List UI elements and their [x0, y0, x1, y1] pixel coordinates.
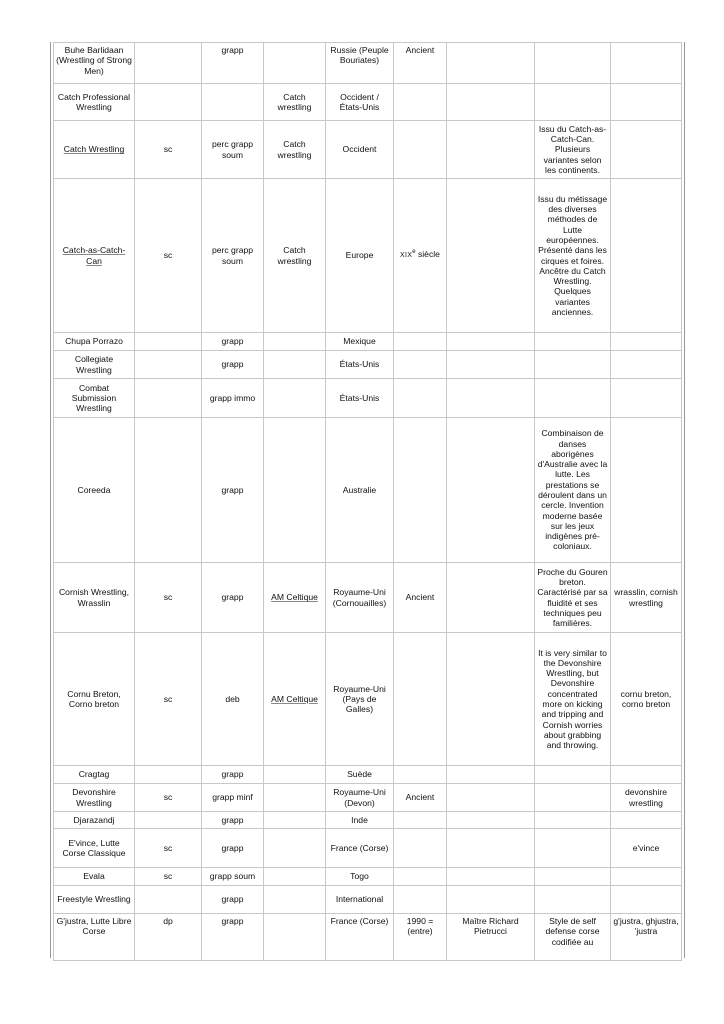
style-link[interactable]: Catch-as-Catch-Can	[62, 245, 126, 266]
creator-cell	[447, 633, 535, 766]
period-cell	[394, 121, 447, 179]
technique-cell	[202, 84, 264, 121]
creator-cell	[447, 784, 535, 812]
type-cell	[135, 379, 202, 418]
family-cell	[264, 868, 326, 886]
style-name: Cragtag	[54, 766, 135, 784]
period-cell	[394, 179, 447, 333]
origin-cell: International	[326, 886, 394, 914]
type-cell	[135, 418, 202, 563]
alias-cell	[611, 179, 682, 333]
type-cell	[135, 84, 202, 121]
family-cell	[264, 379, 326, 418]
description-cell: It is very similar to the Devonshire Wrestling, but Devonshire concentrated more on kicking and tripping and Cornish worries about grabbing and throwing.	[535, 633, 611, 766]
type-cell: sc	[135, 784, 202, 812]
family-cell	[264, 351, 326, 379]
creator-cell	[447, 121, 535, 179]
family-cell	[264, 914, 326, 961]
alias-cell: devonshire wrestling	[611, 784, 682, 812]
style-name	[54, 179, 135, 333]
wrestling-styles-table	[53, 42, 682, 961]
technique-cell: grapp minf	[202, 784, 264, 812]
table-row	[54, 914, 682, 961]
creator-cell	[447, 179, 535, 333]
alias-cell	[611, 121, 682, 179]
technique-cell: grapp	[202, 886, 264, 914]
creator-cell	[447, 333, 535, 351]
period-cell: Ancient	[394, 563, 447, 633]
origin-cell: Inde	[326, 812, 394, 829]
origin-cell: Mexique	[326, 333, 394, 351]
origin-cell: États-Unis	[326, 351, 394, 379]
period-cell	[394, 812, 447, 829]
alias-cell: e'vince	[611, 829, 682, 868]
technique-cell: grapp	[202, 563, 264, 633]
table-row	[54, 868, 682, 886]
period-cell	[394, 418, 447, 563]
description-cell	[535, 333, 611, 351]
alias-cell	[611, 418, 682, 563]
family-cell	[264, 43, 326, 84]
period-cell: 1990 = (entre)	[394, 914, 447, 961]
description-cell: Proche du Gouren breton. Caractérisé par sa fluidité et ses techniques peu familières.	[535, 563, 611, 633]
type-cell	[135, 351, 202, 379]
creator-cell: Maître Richard Pietrucci	[447, 914, 535, 961]
creator-cell	[447, 886, 535, 914]
origin-cell: États-Unis	[326, 379, 394, 418]
family-cell	[264, 418, 326, 563]
period-cell: Ancient	[394, 43, 447, 84]
type-cell: sc	[135, 563, 202, 633]
technique-cell: grapp	[202, 351, 264, 379]
origin-cell: Europe	[326, 179, 394, 333]
technique-cell: perc grapp soum	[202, 179, 264, 333]
technique-cell: grapp immo	[202, 379, 264, 418]
description-cell	[535, 868, 611, 886]
alias-cell: cornu breton, corno breton	[611, 633, 682, 766]
table-row	[54, 333, 682, 351]
creator-cell	[447, 418, 535, 563]
description-cell	[535, 43, 611, 84]
description-cell	[535, 812, 611, 829]
style-name: Coreeda	[54, 418, 135, 563]
alias-cell: g'justra, ghjustra, 'justra	[611, 914, 682, 961]
table-row	[54, 379, 682, 418]
origin-cell: Togo	[326, 868, 394, 886]
style-name: Chupa Porrazo	[54, 333, 135, 351]
description-cell	[535, 84, 611, 121]
description-cell	[535, 351, 611, 379]
alias-cell	[611, 812, 682, 829]
period-cell	[394, 829, 447, 868]
family-cell	[264, 563, 326, 633]
style-name: G'justra, Lutte Libre Corse	[54, 914, 135, 961]
origin-cell: Royaume-Uni (Cornouailles)	[326, 563, 394, 633]
table-row	[54, 121, 682, 179]
family-cell	[264, 784, 326, 812]
description-cell	[535, 766, 611, 784]
table-row	[54, 784, 682, 812]
table-row	[54, 179, 682, 333]
description-cell	[535, 829, 611, 868]
technique-cell: grapp	[202, 829, 264, 868]
century-word: siècle	[417, 249, 440, 260]
table-row	[54, 563, 682, 633]
period-cell	[394, 84, 447, 121]
description-cell: Style de self defense corse codifiée au	[535, 914, 611, 961]
origin-cell: Suède	[326, 766, 394, 784]
alias-cell	[611, 333, 682, 351]
style-name: Combat Submission Wrestling	[54, 379, 135, 418]
family-cell	[264, 766, 326, 784]
period-cell	[394, 351, 447, 379]
table-row	[54, 351, 682, 379]
type-cell: sc	[135, 829, 202, 868]
alias-cell	[611, 84, 682, 121]
style-name	[54, 121, 135, 179]
technique-cell: grapp soum	[202, 868, 264, 886]
period-cell	[394, 766, 447, 784]
technique-cell: grapp	[202, 43, 264, 84]
origin-cell: Occident	[326, 121, 394, 179]
description-cell	[535, 379, 611, 418]
description-cell	[535, 784, 611, 812]
description-cell: Issu du Catch-as-Catch-Can. Plusieurs variantes selon les continents.	[535, 121, 611, 179]
origin-cell: Russie (Peuple Bouriates)	[326, 43, 394, 84]
table-row	[54, 812, 682, 829]
table-row	[54, 766, 682, 784]
century-numeral: XIX	[400, 252, 413, 260]
table-row	[54, 633, 682, 766]
style-name: Cornu Breton, Corno breton	[54, 633, 135, 766]
alias-cell	[611, 886, 682, 914]
style-name: E'vince, Lutte Corse Classique	[54, 829, 135, 868]
family-link[interactable]: AM Celtique	[271, 693, 318, 704]
creator-cell	[447, 829, 535, 868]
type-cell	[135, 886, 202, 914]
type-cell: sc	[135, 633, 202, 766]
type-cell: sc	[135, 868, 202, 886]
alias-cell	[611, 766, 682, 784]
type-cell	[135, 333, 202, 351]
period-cell	[394, 379, 447, 418]
technique-cell: perc grapp soum	[202, 121, 264, 179]
family-cell	[264, 333, 326, 351]
origin-cell: Royaume-Uni (Devon)	[326, 784, 394, 812]
style-name: Catch Professional Wrestling	[54, 84, 135, 121]
style-name: Collegiate Wrestling	[54, 351, 135, 379]
type-cell	[135, 766, 202, 784]
period-cell	[394, 868, 447, 886]
alias-cell: wrasslin, cornish wrestling	[611, 563, 682, 633]
table-row	[54, 886, 682, 914]
period-cell	[394, 886, 447, 914]
family-cell	[264, 886, 326, 914]
type-cell: sc	[135, 121, 202, 179]
creator-cell	[447, 43, 535, 84]
style-name: Evala	[54, 868, 135, 886]
table-row	[54, 43, 682, 84]
style-link[interactable]: Catch Wrestling	[63, 144, 125, 155]
creator-cell	[447, 379, 535, 418]
origin-cell: France (Corse)	[326, 829, 394, 868]
description-cell: Combinaison de danses aborigènes d'Australie avec la lutte. Les prestations se déroulent dans un cercle. Invention moderne basée sur les jeux indigènes pré-coloniaux.	[535, 418, 611, 563]
creator-cell	[447, 868, 535, 886]
period-cell	[394, 333, 447, 351]
type-cell	[135, 43, 202, 84]
technique-cell: grapp	[202, 812, 264, 829]
alias-cell	[611, 43, 682, 84]
style-name: Djarazandj	[54, 812, 135, 829]
style-name: Freestyle Wrestling	[54, 886, 135, 914]
period-cell: Ancient	[394, 784, 447, 812]
style-name: Buhe Barlidaan (Wrestling of Strong Men)	[54, 43, 135, 84]
origin-cell: France (Corse)	[326, 914, 394, 961]
family-link[interactable]: AM Celtique	[271, 592, 318, 603]
family-cell	[264, 829, 326, 868]
type-cell: sc	[135, 179, 202, 333]
creator-cell	[447, 563, 535, 633]
creator-cell	[447, 351, 535, 379]
creator-cell	[447, 766, 535, 784]
creator-cell	[447, 812, 535, 829]
description-cell	[535, 886, 611, 914]
style-name: Devonshire Wrestling	[54, 784, 135, 812]
origin-cell: Occident / États-Unis	[326, 84, 394, 121]
alias-cell	[611, 868, 682, 886]
table-row	[54, 418, 682, 563]
technique-cell: grapp	[202, 418, 264, 563]
technique-cell: grapp	[202, 766, 264, 784]
family-cell	[264, 812, 326, 829]
century-ordinal: e	[412, 249, 416, 256]
family-cell: Catch wrestling	[264, 121, 326, 179]
creator-cell	[447, 84, 535, 121]
alias-cell	[611, 379, 682, 418]
type-cell: dp	[135, 914, 202, 961]
alias-cell	[611, 351, 682, 379]
table-row	[54, 829, 682, 868]
family-cell: Catch wrestling	[264, 84, 326, 121]
table-row	[54, 84, 682, 121]
origin-cell: Australie	[326, 418, 394, 563]
technique-cell: grapp	[202, 333, 264, 351]
left-margin-rule	[50, 42, 51, 958]
style-name: Cornish Wrestling, Wrasslin	[54, 563, 135, 633]
technique-cell: deb	[202, 633, 264, 766]
technique-cell: grapp	[202, 914, 264, 961]
description-cell: Issu du métissage des diverses méthodes de Lutte européennes. Présenté dans les cirques et foires. Ancêtre du Catch Wrestling. Quelques variantes anciennes.	[535, 179, 611, 333]
family-cell: Catch wrestling	[264, 179, 326, 333]
period-cell	[394, 633, 447, 766]
origin-cell: Royaume-Uni (Pays de Galles)	[326, 633, 394, 766]
family-cell	[264, 633, 326, 766]
right-margin-rule	[684, 42, 685, 958]
type-cell	[135, 812, 202, 829]
